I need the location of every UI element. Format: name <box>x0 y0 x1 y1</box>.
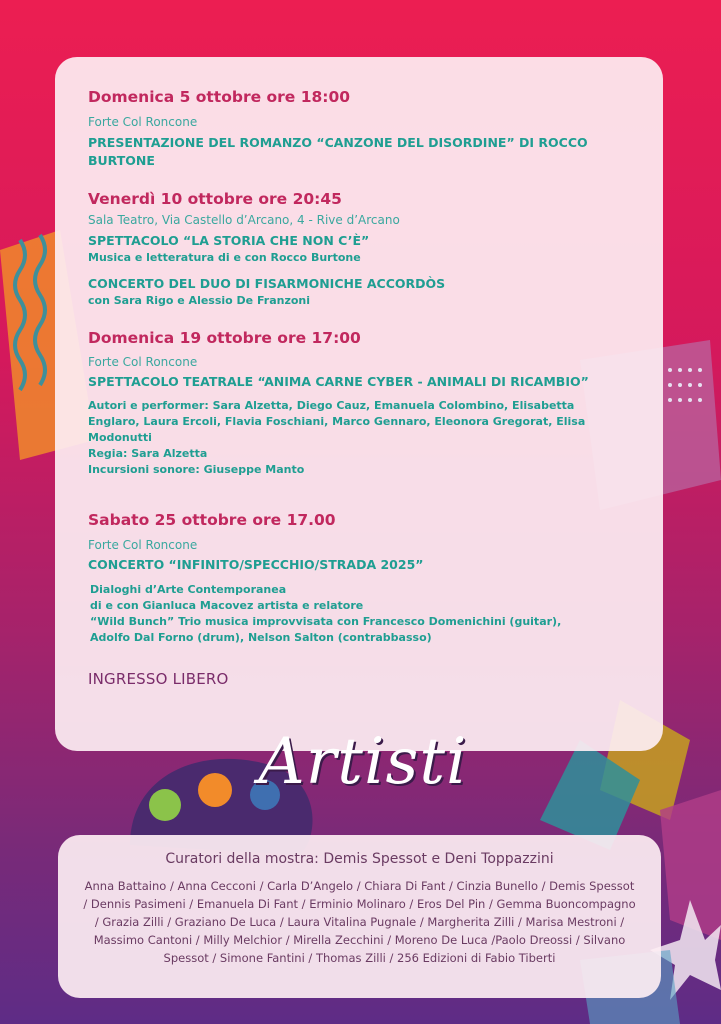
event-title: CONCERTO DEL DUO DI FISARMONICHE ACCORDÒS <box>88 276 446 291</box>
event-description: Autori e performer: Sara Alzetta, Diego Cauz, Emanuela Colombino, Elisabetta Englaro, Laura Ercoli, Flavia Foschiani, Marco Gennaro, Eleonora Gregorat, Elisa Modonutti <box>88 399 586 444</box>
event-2 <box>88 189 633 309</box>
event-venue: Forte Col Roncone <box>88 355 198 369</box>
event-1 <box>88 87 633 170</box>
event-date: Domenica 5 ottobre ore 18:00 <box>88 88 351 106</box>
event-venue: Sala Teatro, Via Castello d’Arcano, 4 - Rive d’Arcano <box>88 213 400 227</box>
event-description: Incursioni sonore: Giuseppe Manto <box>88 463 305 476</box>
event-title: CONCERTO “INFINITO/SPECCHIO/STRADA 2025” <box>88 557 424 572</box>
event-3 <box>88 328 633 478</box>
event-title: SPETTACOLO TEATRALE “ANIMA CARNE CYBER - ANIMALI DI RICAMBIO” <box>88 374 589 389</box>
event-date: Venerdì 10 ottobre ore 20:45 <box>88 190 342 208</box>
event-4 <box>88 510 633 646</box>
event-description: Musica e letteratura di e con Rocco Burtone <box>88 251 361 264</box>
event-description: “Wild Bunch” Trio musica improvvisata con Francesco Domenichini (guitar), Adolfo Dal Forno (drum), Nelson Salton (contrabbasso) <box>90 615 562 644</box>
event-title: SPETTACOLO “LA STORIA CHE NON C’È” <box>88 233 370 248</box>
event-description: di e con Gianluca Macovez artista e relatore <box>90 599 364 612</box>
artists-heading: Artisti <box>258 725 468 799</box>
event-date: Domenica 19 ottobre ore 17:00 <box>88 329 361 347</box>
artists-list: Anna Battaino / Anna Cecconi / Carla D’Angelo / Chiara Di Fant / Cinzia Bunello / Demis Spessot / Dennis Pasimeni / Emanuela Di Fant / Erminio Molinaro / Eros Del Pin / Gemma Buoncompagno / Grazia Zilli / Graziano De Luca / Laura Vitalina Pugnale / Margherita Zilli / Marisa Mestroni / Massimo Cantoni / Milly Melchior / Mirella Zecchini / Moreno De Luca /Paolo Dreossi / Silvano Spessot / Simone Fantini / Thomas Zilli / 256 Edizioni di Fabio Tiberti <box>83 879 636 965</box>
event-title: PRESENTAZIONE DEL ROMANZO “CANZONE DEL DISORDINE” DI ROCCO BURTONE <box>88 135 588 168</box>
event-description: Dialoghi d’Arte Contemporanea <box>90 583 287 596</box>
event-venue: Forte Col Roncone <box>88 538 198 552</box>
free-entry-notice: INGRESSO LIBERO <box>88 670 229 688</box>
event-date: Sabato 25 ottobre ore 17.00 <box>88 511 336 529</box>
event-description: con Sara Rigo e Alessio De Franzoni <box>88 294 311 307</box>
curators-line: Curatori della mostra: Demis Spessot e Deni Toppazzini <box>165 851 554 867</box>
event-description: Regia: Sara Alzetta <box>88 447 208 460</box>
event-venue: Forte Col Roncone <box>88 115 198 129</box>
program-card <box>55 57 663 751</box>
artists-box <box>58 835 661 998</box>
